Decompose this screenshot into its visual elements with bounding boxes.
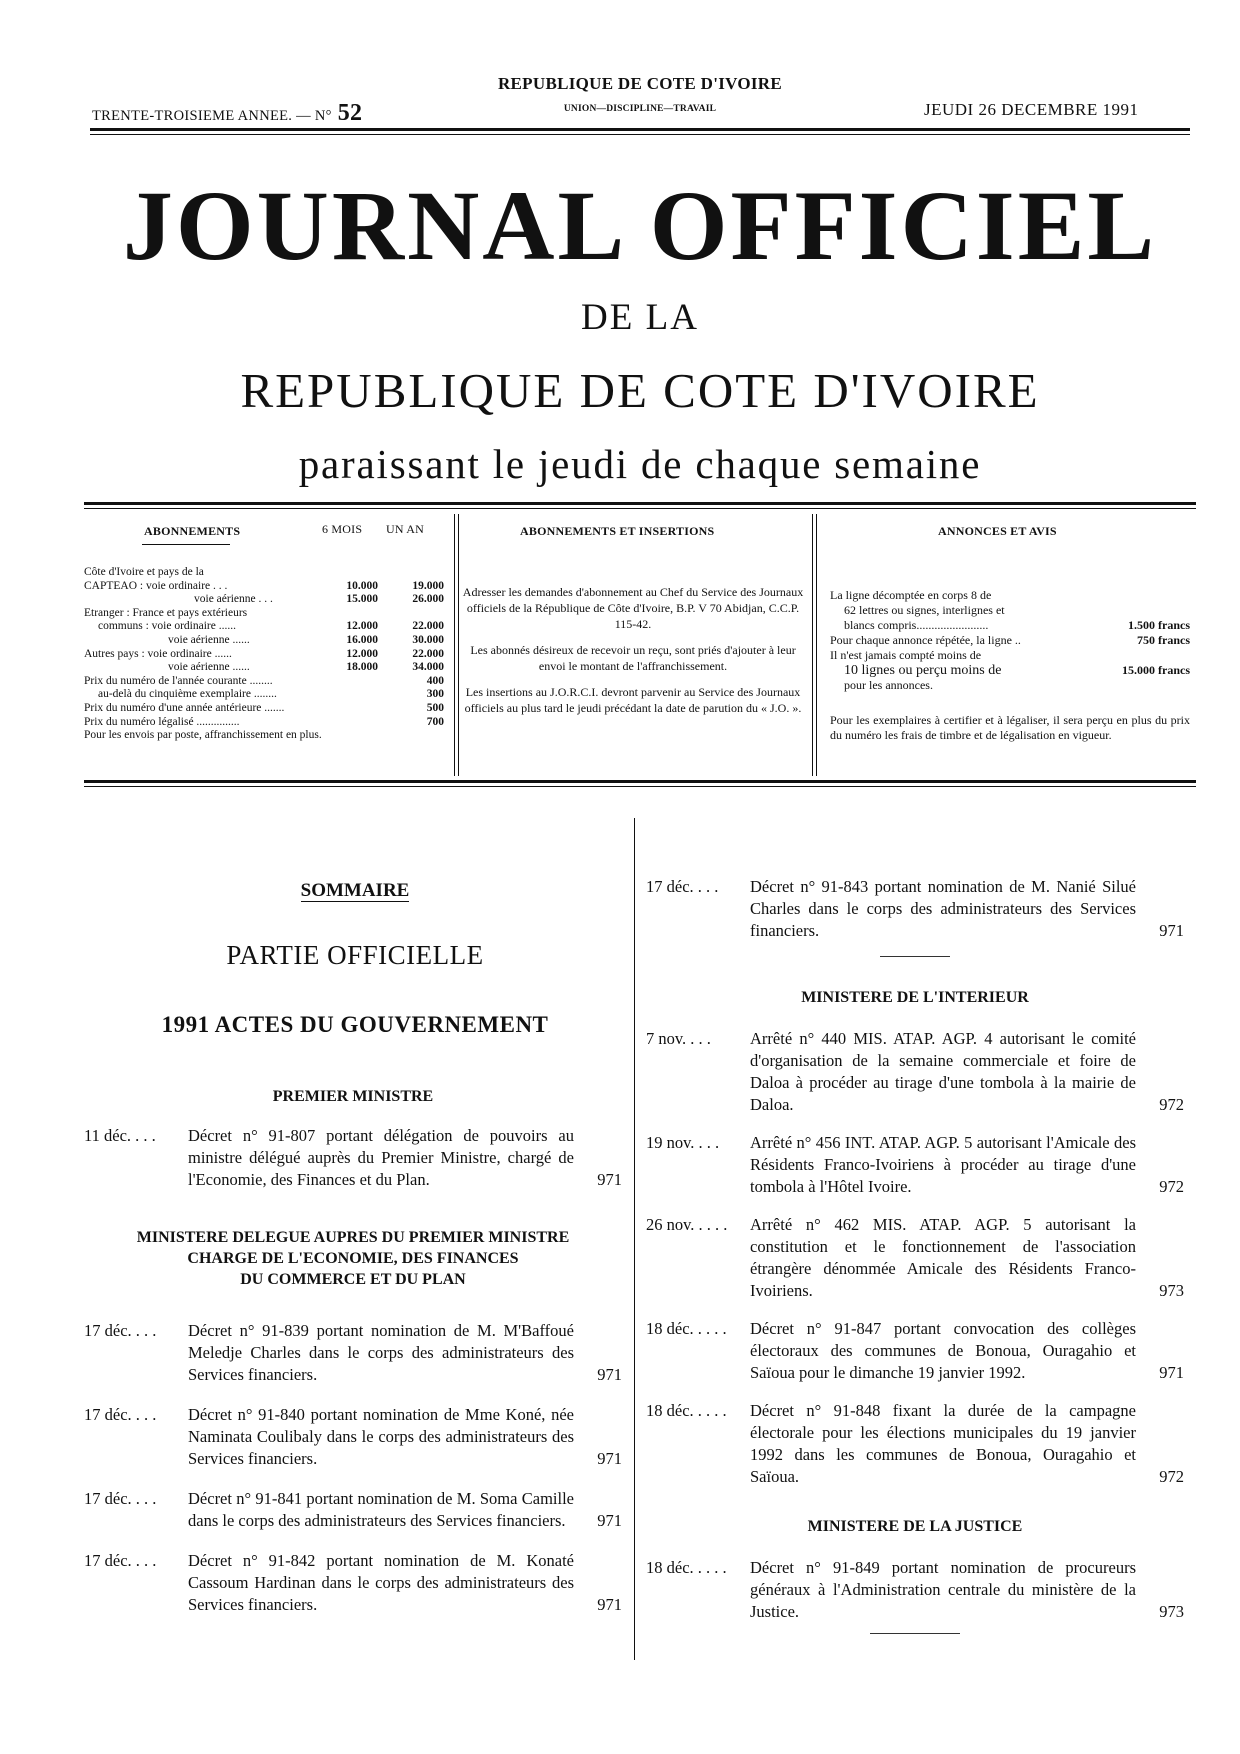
issue-number: 52	[337, 100, 363, 126]
summary-entry	[646, 1400, 1184, 1488]
entry-date: 18 déc. . . . .	[646, 1401, 727, 1420]
entry-page: 971	[597, 1511, 622, 1530]
insertions-receipt: Les abonnés désireux de recevoir un reçu, sont priés d'ajouter à leur envoi le montant de l'affranchissement.	[470, 643, 796, 673]
entry-text: Décret n° 91-843 portant nomination de M. Nanié Silué Charles dans le corps des administrateurs des Services financiers.	[750, 877, 1136, 940]
boxes-bottom-rule	[84, 780, 1196, 783]
insertions-heading: ABONNEMENTS ET INSERTIONS	[520, 524, 715, 538]
rate-row: voie aérienne . . . 15.000 26.000	[194, 593, 444, 606]
masthead-country: REPUBLIQUE DE COTE D'IVOIRE	[240, 363, 1040, 418]
col-one-year: UN AN	[386, 522, 425, 536]
entry-text: Décret n° 91-849 portant nomination de procureurs généraux à l'Administration centrale du ministère de la Justice.	[750, 1558, 1136, 1621]
masthead-de-la: DE LA	[581, 297, 699, 338]
rate-row: Etranger : France et pays extérieurs	[84, 606, 248, 619]
entry-date: 17 déc. . . .	[84, 1405, 157, 1424]
actes-heading: 1991 ACTES DU GOUVERNEMENT	[161, 1012, 549, 1037]
summary-entry	[646, 1028, 1184, 1116]
entry-text: Arrêté n° 462 MIS. ATAP. AGP. 5 autorisant la constitution et le fonctionnement de l'association étrangère dénommée Amicale des Résidents Franco-Ivoiriens.	[750, 1215, 1136, 1300]
rate-row: voie aérienne ...... 16.000 30.000	[168, 633, 444, 646]
insertions-address: Adresser les demandes d'abonnement au Chef du Service des Journaux officiels de la République de Côte d'Ivoire, B.P. V 70 Abidjan, C.C.P. 115-42.	[462, 585, 804, 631]
separator	[870, 1633, 960, 1634]
entry-page: 972	[1159, 1467, 1184, 1486]
national-motto: UNION—DISCIPLINE—TRAVAIL	[563, 104, 717, 114]
republic-name: REPUBLIQUE DE COTE D'IVOIRE	[497, 74, 783, 93]
header-rule-thick	[90, 128, 1190, 131]
col-six-months: 6 MOIS	[322, 522, 363, 536]
heading-underline	[142, 544, 230, 545]
entry-page: 971	[597, 1449, 622, 1468]
annonces-line: blancs compris........................	[844, 618, 989, 632]
entry-text: Décret n° 91-842 portant nomination de M. Konaté Cassoum Hardinan dans le corps des administrateurs des Services financiers.	[188, 1551, 574, 1614]
entry-page: 971	[597, 1170, 622, 1189]
summary-entry	[84, 1320, 622, 1386]
boxes-bottom-rule-thin	[84, 786, 1196, 787]
entry-date: 17 déc. . . .	[84, 1489, 157, 1508]
annonces-line: 10 lignes ou perçu moins de	[844, 663, 1002, 678]
issue-year-label: TRENTE-TROISIEME ANNEE. — N°	[92, 108, 332, 124]
entry-text: Décret n° 91-839 portant nomination de M. M'Baffoué Meledje Charles dans le corps des administrateurs des Services financiers.	[188, 1321, 574, 1384]
annonces-amount: 15.000 francs	[1122, 663, 1190, 677]
summary-entry	[646, 1214, 1184, 1302]
entry-page: 972	[1159, 1177, 1184, 1196]
box-divider-1b	[458, 514, 459, 776]
box-divider-2b	[816, 514, 817, 776]
annonces-line: Il n'est jamais compté moins de	[830, 648, 982, 662]
subscription-rates	[84, 566, 444, 743]
separator	[880, 956, 950, 957]
entry-text: Arrêté n° 440 MIS. ATAP. AGP. 4 autorisant le comité d'organisation de la semaine commerciale et foire de Daloa à procéder au tirage d'une tombola à la mairie de Daloa.	[750, 1029, 1136, 1114]
issue-year-line	[92, 100, 362, 127]
price-row: Prix du numéro de l'année courante ........ 400	[84, 674, 444, 687]
entry-date: 7 nov. . . .	[646, 1029, 711, 1048]
rate-row: communs : voie ordinaire ...... 12.000 22.000	[98, 620, 444, 633]
summary-entry	[84, 1550, 622, 1616]
entry-date: 18 déc. . . . .	[646, 1319, 727, 1338]
annonces-text	[830, 588, 1190, 743]
subscriptions-heading: ABONNEMENTS	[144, 524, 241, 538]
right-column	[646, 876, 1184, 1634]
summary-entry	[646, 1318, 1184, 1384]
entry-date: 26 nov. . . . .	[646, 1215, 728, 1234]
price-row: au-delà du cinquième exemplaire ........ 300	[98, 688, 444, 701]
insertions-deadline: Les insertions au J.O.R.C.I. devront parvenir au Service des Journaux officiels au plus tard le jeudi précédant la date de parution du « J.O. ».	[464, 685, 802, 715]
column-divider	[634, 818, 635, 1660]
journal-title: JOURNAL OFFICIEL	[122, 170, 1158, 281]
annonces-heading: ANNONCES ET AVIS	[938, 524, 1057, 538]
entry-text: Décret n° 91-840 portant nomination de Mme Koné, née Naminata Coulibaly dans le corps des administrateurs des Services financiers.	[188, 1405, 574, 1468]
entry-page: 972	[1159, 1095, 1184, 1114]
entry-date: 19 nov. . . .	[646, 1133, 720, 1152]
rate-row: CAPTEAO : voie ordinaire . . . 10.000 19.000	[84, 579, 444, 592]
entry-page: 971	[597, 1595, 622, 1614]
entry-date: 17 déc. . . .	[646, 877, 719, 896]
summary-entry	[646, 1132, 1184, 1198]
left-column	[84, 1086, 622, 1616]
entry-text: Décret n° 91-807 portant délégation de pouvoirs au ministre délégué auprès du Premier Ministre, chargé de l'Economie, des Finances et du Plan.	[188, 1126, 574, 1189]
boxes-top-rule	[84, 502, 1196, 505]
price-row: Prix du numéro d'une année antérieure ....... 500	[84, 701, 444, 714]
summary-entry	[646, 876, 1184, 942]
annonces-note: Pour les exemplaires à certifier et à légaliser, il sera perçu en plus du prix du numéro les frais de timbre et de légalisation en vigueur.	[830, 713, 1190, 742]
ministry-premier-ministre: PREMIER MINISTRE	[272, 1088, 434, 1105]
rates-intro: Côte d'Ivoire et pays de la	[84, 566, 204, 578]
sommaire-heading: SOMMAIRE	[300, 880, 410, 901]
summary-entry	[84, 1125, 622, 1191]
price-row: Prix du numéro légalisé ............... 700	[84, 715, 444, 728]
entry-text: Décret n° 91-847 portant convocation des collèges électoraux des communes de Bonoua, Ouragahio et Saïoua pour le dimanche 19 janvier 1992.	[750, 1319, 1136, 1382]
annonces-line: pour les annonces.	[844, 678, 933, 692]
partie-officielle-heading: PARTIE OFFICIELLE	[226, 940, 484, 970]
annonces-line: La ligne décomptée en corps 8 de	[830, 588, 992, 602]
entry-page: 973	[1159, 1281, 1184, 1300]
ministry-justice: MINISTERE DE LA JUSTICE	[807, 1518, 1023, 1535]
header-rule-thin	[90, 134, 1190, 135]
annonces-amount: 1.500 francs	[1128, 618, 1190, 632]
entry-text: Décret n° 91-848 fixant la durée de la campagne électorale pour les élections municipales du 19 janvier 1992 dans les communes de Bonoua, Ouragahio et Saïoua.	[750, 1401, 1136, 1486]
entry-date: 17 déc. . . .	[84, 1321, 157, 1340]
summary-entry	[646, 1557, 1184, 1623]
entry-page: 971	[597, 1365, 622, 1384]
insertions-text	[462, 584, 804, 726]
masthead-frequency: paraissant le jeudi de chaque semaine	[298, 441, 982, 487]
annonces-line: 62 lettres ou signes, interlignes et	[844, 603, 1005, 617]
summary-entry	[84, 1488, 622, 1532]
issue-date: JEUDI 26 DECEMBRE 1991	[924, 100, 1139, 119]
entry-text: Décret n° 91-841 portant nomination de M. Soma Camille dans le corps des administrateurs des Services financiers.	[188, 1489, 574, 1530]
box-divider-1	[454, 514, 455, 776]
boxes-top-rule-thin	[84, 508, 1196, 509]
annonces-line: Pour chaque annonce répétée, la ligne ..	[830, 633, 1021, 647]
ministry-interieur: MINISTERE DE L'INTERIEUR	[801, 989, 1029, 1006]
rate-row: voie aérienne ...... 18.000 34.000	[168, 661, 444, 674]
ministry-economie: MINISTERE DELEGUE AUPRES DU PREMIER MINISTRE CHARGE DE L'ECONOMIE, DES FINANCES DU COMMERCE ET DU PLAN	[136, 1229, 570, 1288]
box-divider-2	[812, 514, 813, 776]
subscription-panel	[84, 514, 1196, 784]
entry-date: 18 déc. . . . .	[646, 1558, 727, 1577]
entry-text: Arrêté n° 456 INT. ATAP. AGP. 5 autorisant l'Amicale des Résidents Franco-Ivoiriens à procéder au tirage d'une tombola à l'Hôtel Ivoire.	[750, 1133, 1136, 1196]
entry-page: 971	[1159, 921, 1184, 940]
republic-header	[470, 74, 810, 114]
rate-row: Autres pays : voie ordinaire ...... 12.000 22.000	[84, 647, 444, 660]
entry-date: 11 déc. . . .	[84, 1126, 156, 1145]
annonces-amount: 750 francs	[1137, 633, 1190, 647]
postal-note: Pour les envois par poste, affranchissement en plus.	[84, 729, 322, 742]
entry-page: 971	[1159, 1363, 1184, 1382]
entry-date: 17 déc. . . .	[84, 1551, 157, 1570]
entry-page: 973	[1159, 1602, 1184, 1621]
summary-entry	[84, 1404, 622, 1470]
